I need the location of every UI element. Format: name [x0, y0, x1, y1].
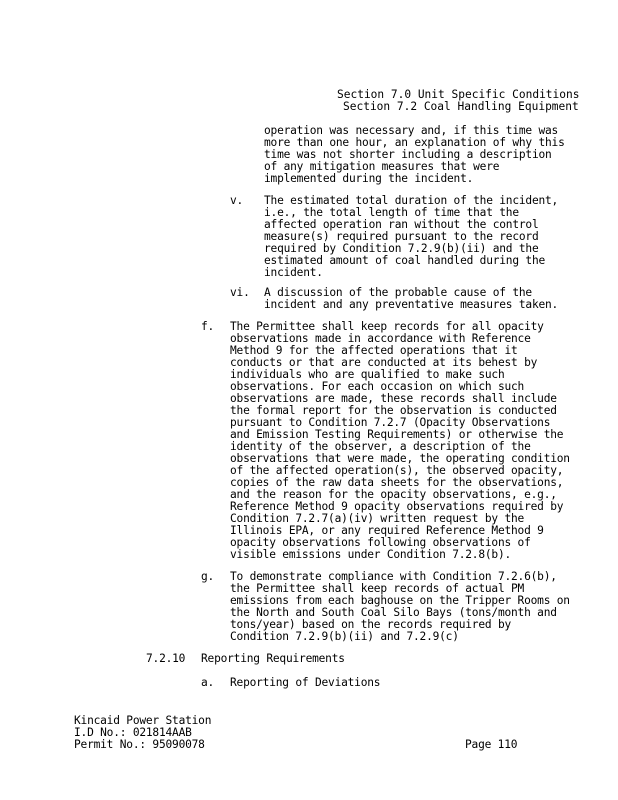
text-line: incident. [264, 266, 323, 279]
header-subsection-title: Section 7.2 Coal Handling Equipment [343, 100, 579, 113]
text-line: required by Condition 7.2.9(b)(ii) and the [264, 242, 539, 255]
text-line: Condition 7.2.7(a)(iv) written request by the [230, 512, 525, 525]
text-line: more than one hour, an explanation of why this [264, 136, 565, 149]
list-marker: a. [201, 676, 215, 689]
list-marker: v. [230, 194, 244, 207]
text-line: and the reason for the opacity observations, e.g., [230, 488, 557, 501]
text-line: observations. For each occasion on which such [230, 380, 525, 393]
text-line: To demonstrate compliance with Condition 7.2.6(b), [230, 570, 557, 583]
text-line: time was not shorter including a description [264, 148, 552, 161]
text-line: of the affected operation(s), the observed opacity, [230, 464, 564, 477]
footer-page-number: Page 110 [465, 738, 518, 751]
text-line: observations made in accordance with Reference [230, 332, 531, 345]
text-line: The estimated total duration of the incident, [264, 194, 559, 207]
text-line: Method 9 for the affected operations that it [230, 344, 518, 357]
text-line: Reporting of Deviations [230, 676, 381, 689]
text-line: implemented during the incident. [264, 172, 474, 185]
text-line: operation was necessary and, if this time was [264, 124, 559, 137]
text-line: Condition 7.2.9(b)(ii) and 7.2.9(c) [230, 630, 459, 643]
section-title: Reporting Requirements [201, 652, 345, 665]
list-marker: f. [201, 320, 215, 333]
text-line: copies of the raw data sheets for the observations, [230, 476, 564, 489]
text-line: the Permittee shall keep records of actual PM [230, 582, 525, 595]
text-line: conducts or that are conducted at its behest by [230, 356, 538, 369]
footer-station-name: Kincaid Power Station [74, 714, 212, 727]
text-line: estimated amount of coal handled during the [264, 254, 546, 267]
text-line: i.e., the total length of time that the [264, 206, 519, 219]
text-line: measure(s) required pursuant to the record [264, 230, 539, 243]
text-line: observations are made, these records shall include [230, 392, 557, 405]
text-line: A discussion of the probable cause of the [264, 286, 532, 299]
list-marker: g. [201, 570, 215, 583]
text-line: emissions from each baghouse on the Tripper Rooms on [230, 594, 570, 607]
text-line: tons/year) based on the records required by [230, 618, 512, 631]
text-line: individuals who are qualified to make such [230, 368, 505, 381]
text-line: opacity observations following observations of [230, 536, 531, 549]
text-line: and Emission Testing Requirements) or otherwise the [230, 428, 564, 441]
text-line: of any mitigation measures that were [264, 160, 500, 173]
text-line: incident and any preventative measures taken. [264, 298, 559, 311]
header-section-title: Section 7.0 Unit Specific Conditions [337, 88, 580, 101]
text-line: Illinois EPA, or any required Reference Method 9 [230, 524, 544, 537]
text-line: the formal report for the observation is conducted [230, 404, 557, 417]
footer-permit-number: Permit No.: 95090078 [74, 738, 205, 751]
text-line: Reference Method 9 opacity observations required by [230, 500, 564, 513]
text-line: the North and South Coal Silo Bays (tons/month and [230, 606, 557, 619]
text-line: The Permittee shall keep records for all opacity [230, 320, 544, 333]
text-line: pursuant to Condition 7.2.7 (Opacity Observations [230, 416, 551, 429]
text-line: visible emissions under Condition 7.2.8(b). [230, 548, 512, 561]
text-line: identity of the observer, a description of the [230, 440, 531, 453]
section-number: 7.2.10 [146, 652, 186, 665]
list-marker: vi. [230, 286, 250, 299]
text-line: affected operation ran without the control [264, 218, 539, 231]
text-line: observations that were made, the operating condition [230, 452, 570, 465]
footer-id-number: I.D No.: 021814AAB [74, 726, 192, 739]
